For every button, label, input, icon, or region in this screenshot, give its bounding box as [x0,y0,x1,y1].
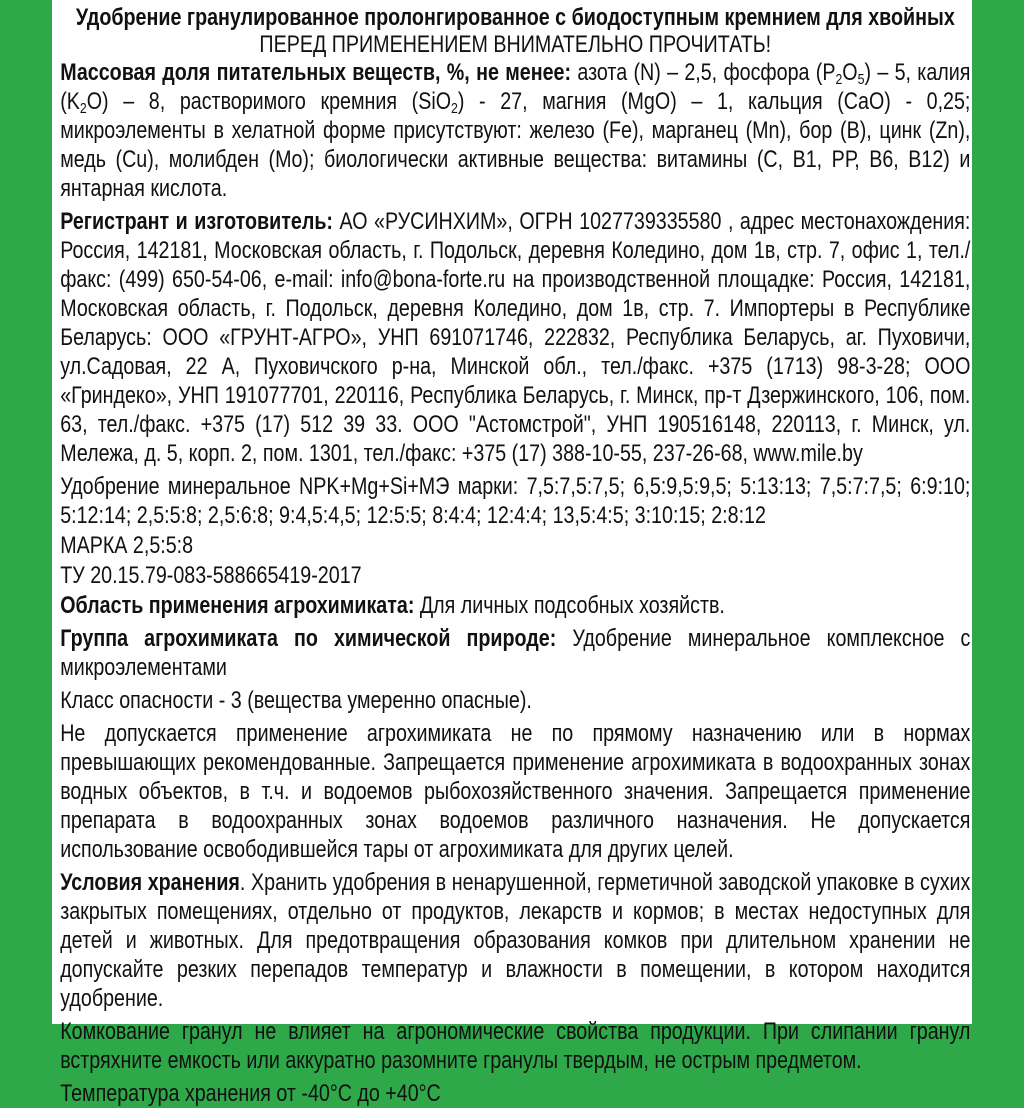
application-area-text: Для личных подсобных хозяйств. [414,592,725,619]
composition-text: азота (N) – 2,5, фосфора (P [571,59,836,86]
phosphorus-subscript-p: 2 [835,71,843,88]
technical-spec: ТУ 20.15.79-083-588665419-2017 [60,562,362,589]
storage-paragraph [60,868,970,1013]
caking-paragraph: Комкование гранул не влияет на агрономические свойства продукции. При слипании гранул встряхните емкость или аккуратно разомните гранулы твердым, не острым предметом. [60,1018,971,1074]
phosphorus-subscript-o: 5 [857,71,865,88]
chem-group-paragraph [60,624,970,682]
potassium-subscript: 2 [79,100,87,117]
storage-text: . Хранить удобрения в ненарушенной, герметичной заводской упаковке в сухих закрытых помещениях, отдельно от продуктов, лекарств и кормов; в местах недоступных для детей и животных. Для предотвращения образования комков при длительном хранении не допускайте резких перепадов температур и влажности в помещении, в котором находится удобрение. [60,869,971,1012]
composition-paragraph [60,58,970,203]
fertilizer-grades: Удобрение минеральное NPK+Mg+Si+МЭ марки: 7,5:7,5:7,5; 6,5:9,5:9,5; 5:13:13; 7,5:7:7,5; 6:9:10; 5:12:14; 2,5:5:8; 2,5:6:8; 9:4,5:4,5; 12:5:5; 8:4:4; 12:4:4; 13,5:4:5; 3:10:15; 2:8:12 [60,473,971,529]
cut-off-line: Температура хранения от -40°С до +40°С [60,1080,441,1107]
application-area-label: Область применения агрохимиката: [60,592,415,619]
chem-group-text: Удобрение минеральное комплексное с микроэлементами [60,625,971,681]
composition-text: O [842,59,858,86]
label-header [60,4,970,58]
composition-label: Массовая доля питательных веществ, %, не менее: [60,59,572,86]
product-title: Удобрение гранулированное пролонгированное с биодоступным кремнием для хвойных [75,4,955,31]
fertilizer-mark: МАРКА 2,5:5:8 [60,532,194,559]
label-text-block [52,0,975,1108]
registrant-text: АО «РУСИНХИМ», ОГРН 1027739335580 , адрес местонахождения: Россия, 142181, Московская область, г. Подольск, деревня Коледино, дом 1в, стр. 7, офис 1, тел./факс: (499) 650-54-06, e-mail: info@bona-forte.ru на производственной площадке: Россия, 142181, Московская область, г. Подольск, деревня Коледино, дом 1в, стр. 7. Импортеры в Республике Беларусь: ООО «ГРУНТ-АГРО», УНП 691071746, 222832, Республика Беларусь, аг. Пуховичи, ул.Садовая, 22 А, Пуховичского р-на, Минской обл., тел./факс. +375 (1713) 98-3-28; ООО «Гриндеко», УНП 191077701, 220116, Республика Беларусь, г. Минск, пр-т Дзержинского, 106, пом. 63, тел./факс. +375 (17) 512 39 33. ООО "Астомстрой", УНП 190516148, 220113, г. Минск, ул. Мележа, д. 5, корп. 2, пом. 1301, тел./факс: +375 (17) 388-10-55, 237-26-68, www.mile.by [60,208,971,467]
read-before-use-warning: ПЕРЕД ПРИМЕНЕНИЕМ ВНИМАТЕЛЬНО ПРОЧИТАТЬ! [259,31,772,58]
storage-label: Условия хранения [60,869,240,896]
restrictions-paragraph: Не допускается применение агрохимиката не по прямому назначению или в нормах превышающих рекомендованные. Запрещается применение агрохимиката в водоохранных зонах водных объектов, в т.ч. и водоемов рыбохозяйственного значения. Запрещается применение препарата в водоохранных зонах водоемов различного назначения. Не допускается использование освободившейся тары от агрохимиката для других целей. [60,720,971,863]
label-panel [52,0,972,1107]
registrant-paragraph [60,207,970,468]
chem-group-label: Группа агрохимиката по химической природе: [60,625,557,652]
composition-text: ) – 5, калия (K [60,59,971,115]
hazard-class: Класс опасности - 3 (вещества умеренно опасные). [60,687,532,714]
registrant-label: Регистрант и изготовитель: [60,208,333,235]
composition-text: O) – 8, растворимого кремния (SiO [86,88,452,115]
application-area-paragraph [60,591,970,620]
composition-text: ) - 27, магния (MgO) – 1, кальция (CaO) - 0,25; микроэлементы в хелатной форме присутствуют: железо (Fe), марганец (Mn), бор (B), цинк (Zn), медь (Cu), молибден (Mo); биологически активные вещества: витамины (С, В1, РР, В6, В12) и янтарная кислота. [60,88,971,202]
silicon-subscript: 2 [451,100,458,117]
